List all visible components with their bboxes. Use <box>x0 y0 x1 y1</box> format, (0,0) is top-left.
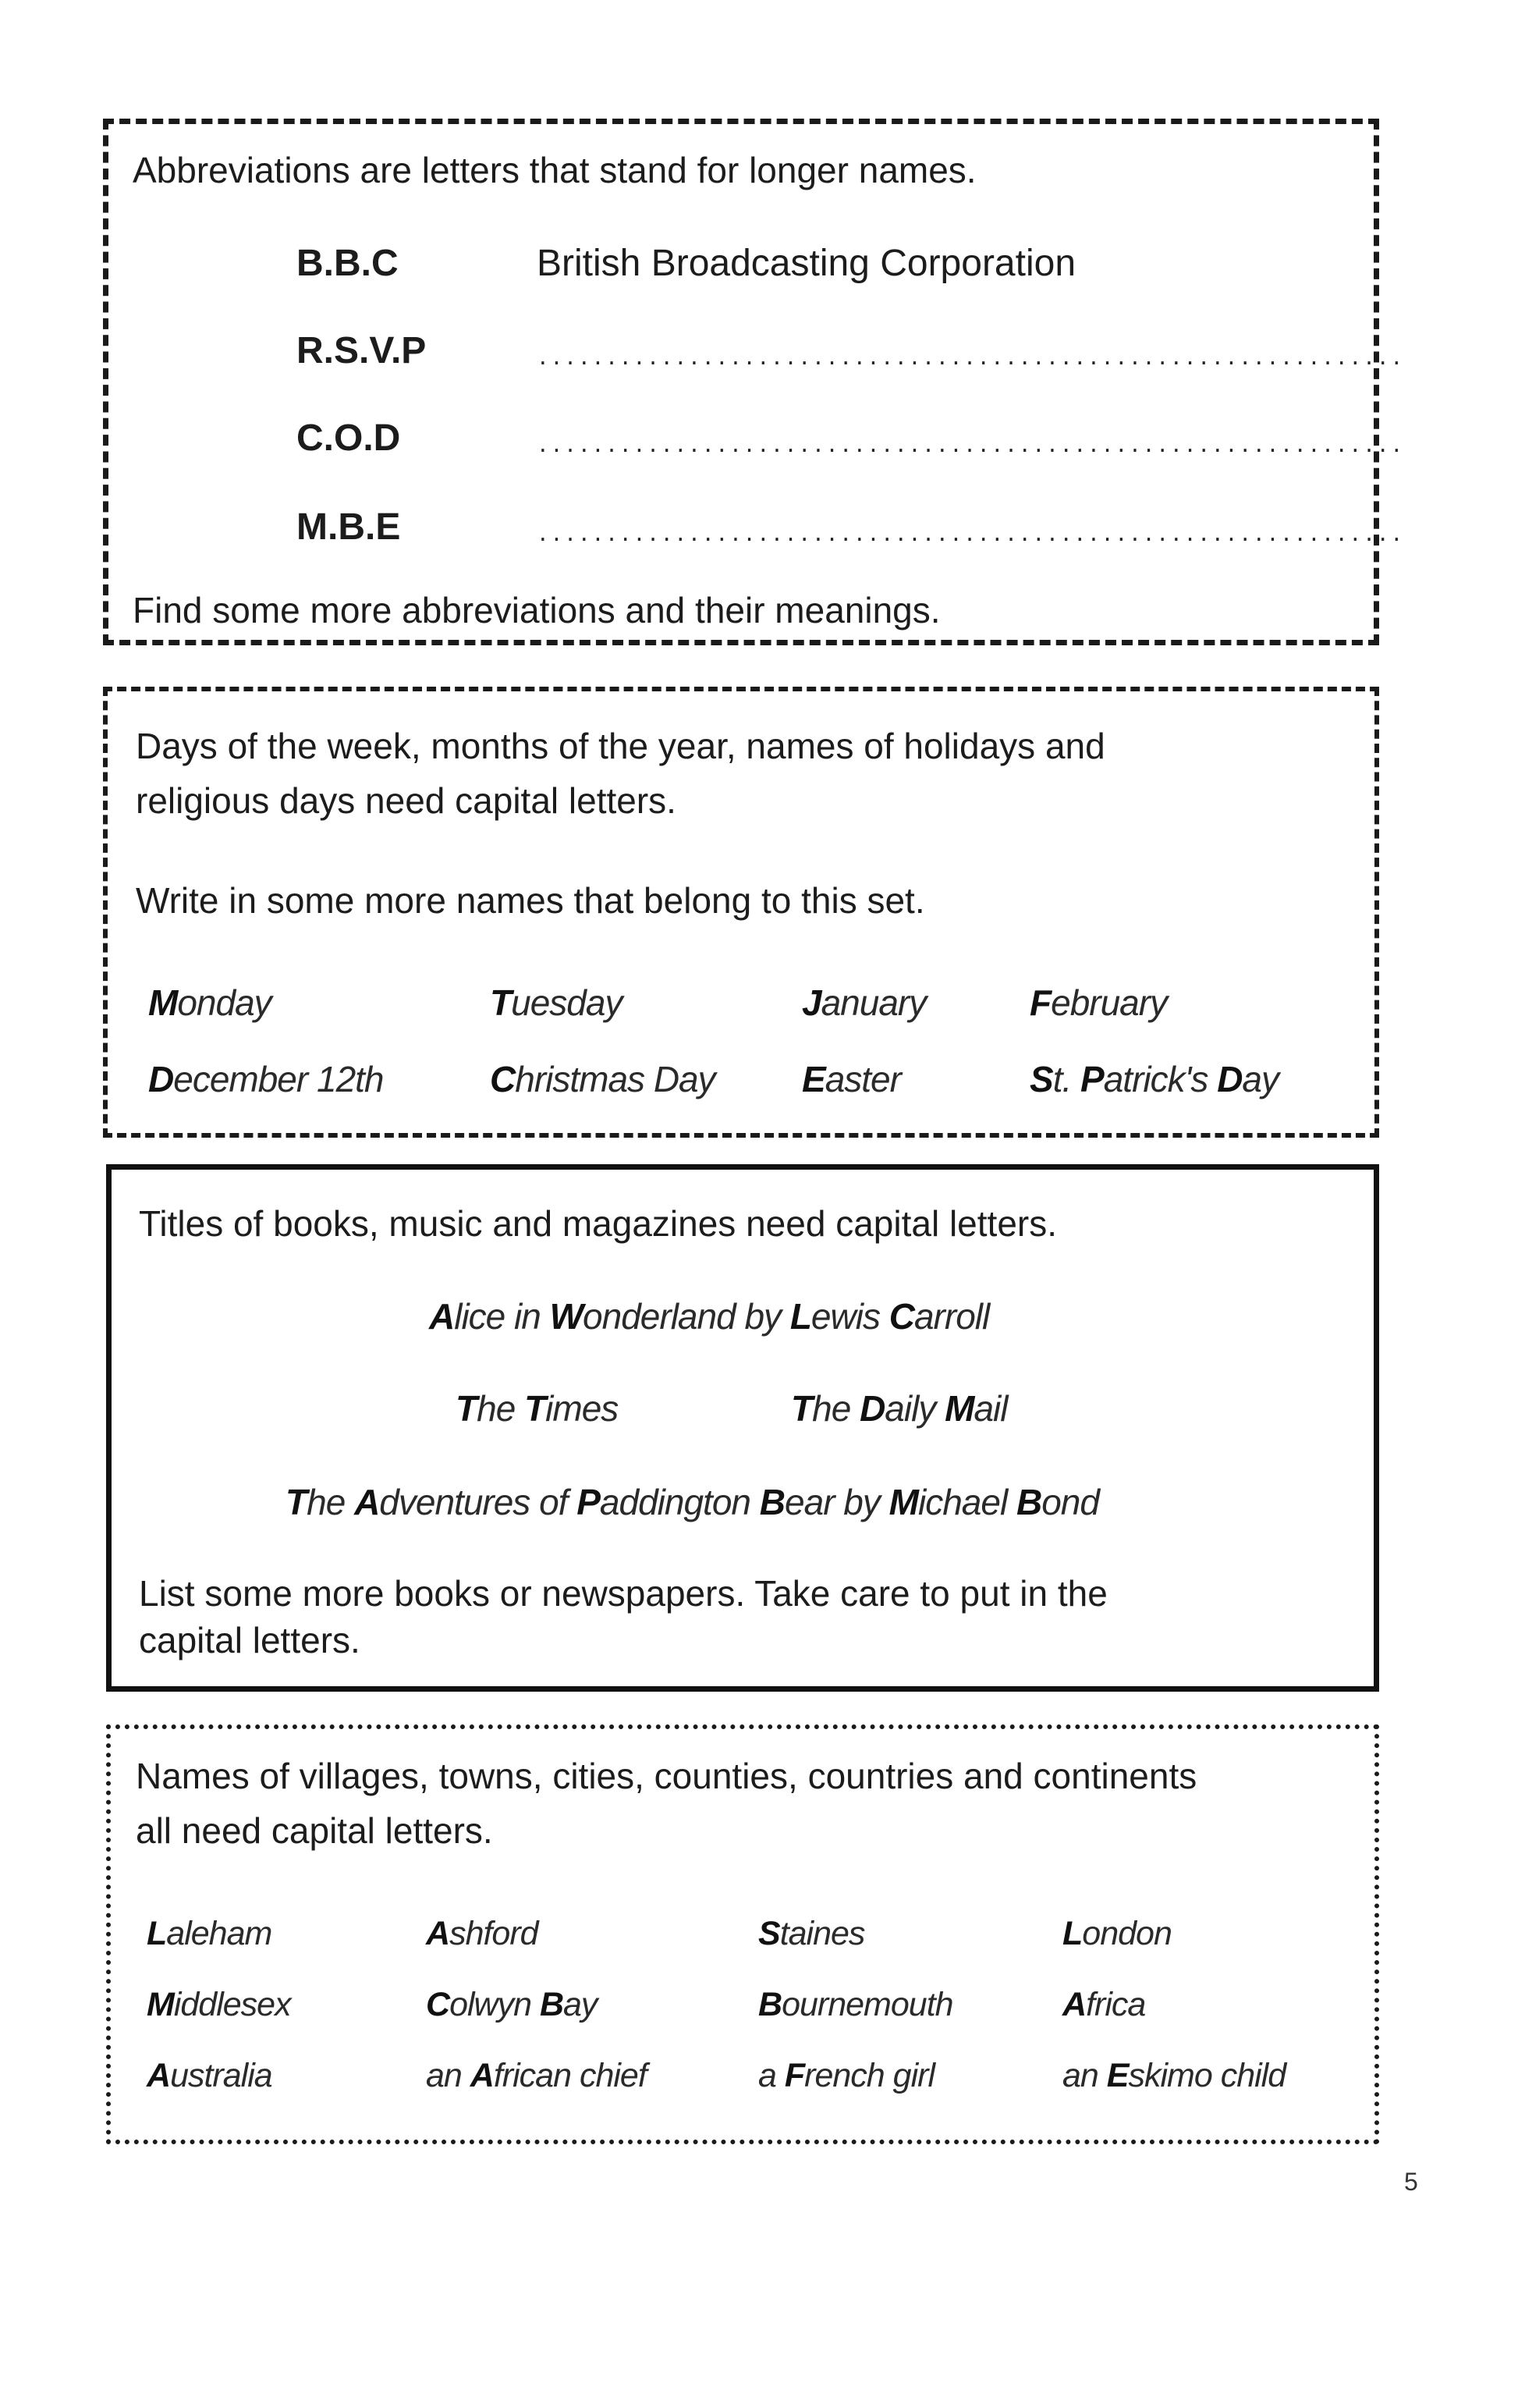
example-christmas-day: Christmas Day <box>490 1059 715 1099</box>
abbreviations-prompt: Find some more abbreviations and their meanings. <box>133 590 941 630</box>
page-number: 5 <box>1404 2168 1418 2196</box>
days-prompt: Write in some more names that belong to this set. <box>136 880 925 921</box>
meaning-blank-mbe: ............................................................... <box>537 523 1405 546</box>
abbreviation-mbe: M.B.E <box>296 506 401 548</box>
place-ashford: Ashford <box>426 1915 538 1952</box>
example-st-patricks-day: St. Patrick's Day <box>1030 1059 1279 1099</box>
abbreviations-intro: Abbreviations are letters that stand for longer names. <box>133 150 977 190</box>
example-january: January <box>802 982 927 1023</box>
place-colwyn-bay: Colwyn Bay <box>426 1986 598 2023</box>
title-paddington-bear: The Adventures of Paddington Bear by Michael Bond <box>286 1482 1099 1522</box>
place-laleham: Laleham <box>147 1915 272 1952</box>
place-staines: Staines <box>758 1915 865 1952</box>
example-february: February <box>1030 982 1168 1023</box>
title-the-daily-mail: The Daily Mail <box>791 1388 1008 1429</box>
meaning-bbc: British Broadcasting Corporation <box>537 243 1076 284</box>
days-intro-line1: Days of the week, months of the year, names of holidays and <box>136 726 1105 766</box>
abbreviation-rsvp: R.S.V.P <box>296 330 427 371</box>
titles-prompt-line1: List some more books or newspapers. Take care to put in the <box>139 1573 1108 1614</box>
example-december-12th: December 12th <box>148 1059 384 1099</box>
place-africa: Africa <box>1062 1986 1146 2023</box>
place-bournemouth: Bournemouth <box>758 1986 953 2023</box>
meaning-blank-rsvp: ............................................................... <box>537 346 1405 370</box>
example-easter: Easter <box>802 1059 901 1099</box>
titles-prompt-line2: capital letters. <box>139 1620 360 1660</box>
places-intro-line1: Names of villages, towns, cities, counties, countries and continents <box>136 1756 1197 1796</box>
days-intro-line2: religious days need capital letters. <box>136 780 676 821</box>
title-alice-in-wonderland: Alice in Wonderland by Lewis Carroll <box>429 1296 990 1337</box>
title-the-times: The Times <box>456 1388 619 1429</box>
places-intro-line2: all need capital letters. <box>136 1810 493 1851</box>
example-tuesday: Tuesday <box>490 982 622 1023</box>
example-an-african-chief: an African chief <box>426 2057 647 2094</box>
abbreviations-box <box>103 119 1379 645</box>
abbreviation-bbc: B.B.C <box>296 243 399 284</box>
abbreviation-cod: C.O.D <box>296 417 401 459</box>
example-a-french-girl: a French girl <box>758 2057 935 2094</box>
example-monday: Monday <box>148 982 271 1023</box>
place-middlesex: Middlesex <box>147 1986 291 2023</box>
example-an-eskimo-child: an Eskimo child <box>1062 2057 1286 2094</box>
place-australia: Australia <box>147 2057 272 2094</box>
place-london: London <box>1062 1915 1172 1952</box>
titles-intro: Titles of books, music and magazines need capital letters. <box>139 1203 1057 1244</box>
meaning-blank-cod: ............................................................... <box>537 434 1405 457</box>
